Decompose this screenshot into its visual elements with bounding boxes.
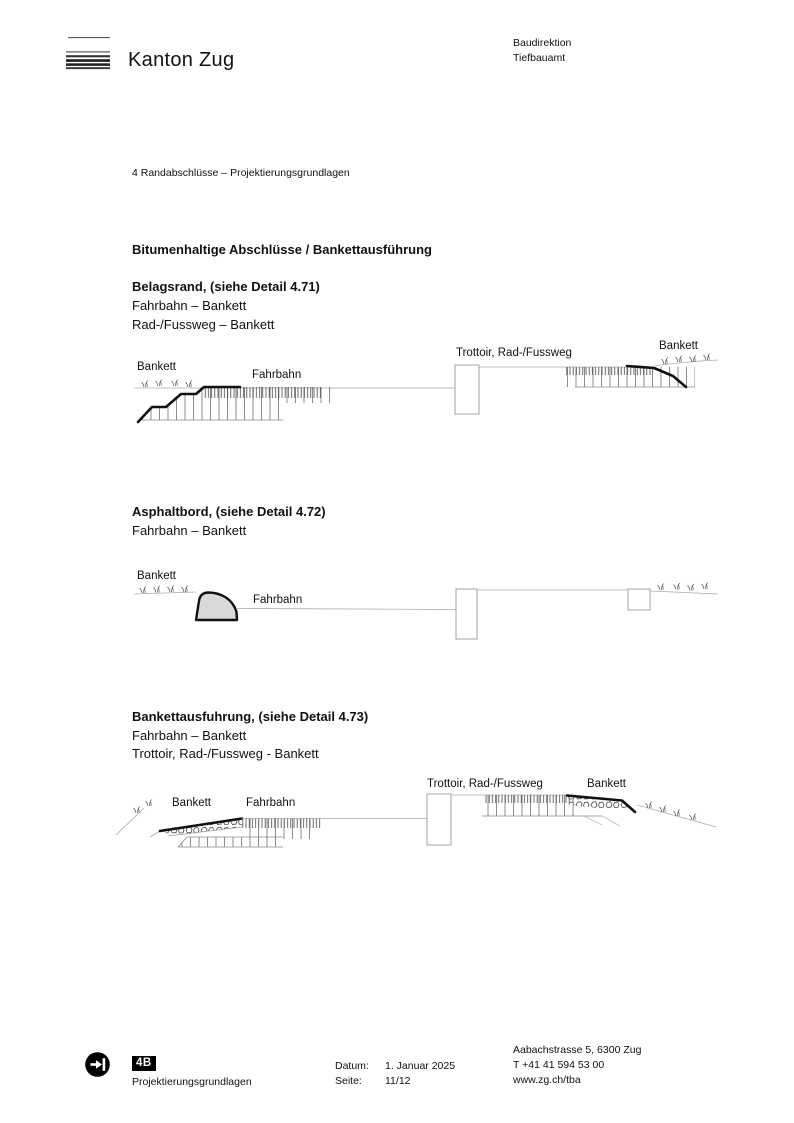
diagram-label-fahrbahn: Fahrbahn	[246, 797, 296, 809]
kanton-zug-stripes-logo-icon	[66, 36, 112, 70]
doc-code-badge: 4B	[132, 1056, 156, 1071]
diagram-belagsrand	[130, 338, 730, 433]
brand-title: Kanton Zug	[128, 49, 235, 71]
embankment-left	[116, 800, 162, 838]
diagram-label-bankett-left: Bankett	[137, 361, 176, 373]
bankett-stones-left	[160, 819, 242, 837]
section1-line: Fahrbahn – Bankett	[132, 298, 247, 313]
breadcrumb: 4 Randabschlüsse – Projektierungsgrundlagen	[132, 167, 350, 179]
grass-tufts	[658, 583, 709, 591]
diagram-label-bankett-left: Bankett	[172, 797, 211, 809]
diagram-label-bankett-left: Bankett	[137, 570, 176, 582]
doc-title: Projektierungsgrundlagen	[132, 1076, 252, 1088]
section2-heading: Asphaltbord, (siehe Detail 4.72)	[132, 504, 326, 519]
header-office: Tiefbauamt	[513, 52, 566, 64]
page-label: Seite:	[335, 1075, 362, 1087]
main-heading: Bitumenhaltige Abschlüsse / Bankettausführung	[132, 242, 433, 257]
page-value: 11/12	[385, 1075, 411, 1087]
diagram-asphaltbord	[130, 565, 730, 650]
diagram-label-bankett-right: Bankett	[659, 340, 698, 352]
diagram-label-fahrbahn: Fahrbahn	[253, 594, 303, 606]
header-department: Baudirektion	[513, 37, 572, 49]
date-label: Datum:	[335, 1060, 369, 1072]
curb-stone	[427, 794, 451, 845]
diagram-label-fahrbahn: Fahrbahn	[252, 369, 302, 381]
sidewalk-surface	[477, 589, 718, 610]
grass-tufts	[140, 586, 189, 594]
asphalt-bord-profile	[196, 593, 237, 621]
footer-address: Aabachstrasse 5, 6300 Zug	[513, 1044, 642, 1056]
section1-heading: Belagsrand, (siehe Detail 4.71)	[132, 279, 320, 294]
grass-tufts	[142, 380, 193, 388]
diagram-label-bankett-right: Bankett	[587, 778, 626, 790]
diagram-bankettausfuehrung	[110, 775, 730, 865]
section3-line: Trottoir, Rad-/Fussweg - Bankett	[132, 746, 319, 761]
fahrbahn-line	[237, 609, 456, 610]
footer-website: www.zg.ch/tba	[513, 1074, 581, 1086]
section3-heading: Bankettausfuhrung, (siehe Detail 4.73)	[132, 709, 369, 724]
footer-phone: T +41 41 594 53 00	[513, 1059, 605, 1071]
section1-line: Rad-/Fussweg – Bankett	[132, 317, 275, 332]
curb-stone	[456, 589, 477, 639]
sidewalk-surface	[479, 367, 695, 387]
embankment-right	[637, 802, 716, 828]
diagram-label-trottoir: Trottoir, Rad-/Fussweg	[427, 778, 543, 790]
date-value: 1. Januar 2025	[385, 1060, 456, 1072]
section3-line: Fahrbahn – Bankett	[132, 728, 247, 743]
section2-line: Fahrbahn – Bankett	[132, 523, 247, 538]
diagram-label-trottoir: Trottoir, Rad-/Fussweg	[456, 347, 572, 359]
curb-stone	[455, 365, 479, 414]
arrow-into-bar-icon	[84, 1051, 111, 1078]
